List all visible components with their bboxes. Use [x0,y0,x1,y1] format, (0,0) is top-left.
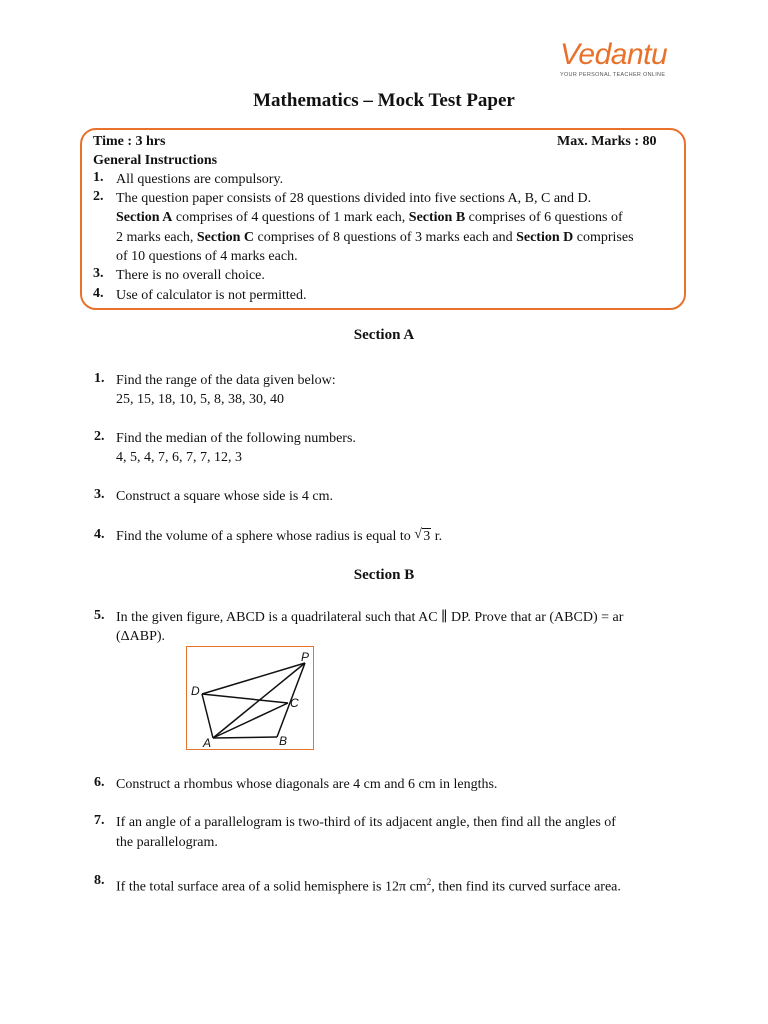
section-b-desc: comprises of 6 questions of [465,210,623,225]
instruction-item-line [116,228,634,247]
line-dc [202,694,288,703]
logo-tagline: YOUR PERSONAL TEACHER ONLINE [560,72,666,78]
label-a: A [203,736,212,749]
line-dp [202,663,305,694]
section-a-desc: comprises of 4 questions of 1 mark each, [172,210,409,225]
question-text: Construct a square whose side is 4 cm. [116,489,333,504]
question-text-after: , then find its curved surface area. [431,879,621,895]
section-d-ref: Section D [516,230,574,245]
section-c-ref: Section C [196,230,255,245]
section-d-desc: comprises [573,230,634,245]
instructions-heading: General Instructions [93,153,218,168]
logo-wordmark: Vedantu [560,38,668,71]
section-c-desc: comprises of 8 questions of 3 marks each and [254,230,517,245]
square-root: √ 3 [414,527,431,544]
quadrilateral-figure [186,646,314,750]
question-text-cont: the parallelogram. [116,835,218,850]
vedantu-logo [560,40,680,80]
section-a-ref: Section A [116,210,173,225]
question-number: 4. [94,527,105,542]
line-da [202,694,213,738]
question-data: 4, 5, 4, 7, 6, 7, 7, 12, 3 [116,450,242,465]
label-b: B [279,734,288,748]
question-number: 2. [94,429,105,444]
instruction-item: There is no overall choice. [116,268,265,283]
instruction-item: Use of calculator is not permitted. [116,288,307,303]
instruction-number: 1. [93,170,104,185]
section-a-heading: Section A [353,327,415,343]
line3-start: 2 marks each, [116,230,197,245]
question-number: 3. [94,487,105,502]
instruction-item: All questions are compulsory. [116,172,284,187]
question-number: 6. [94,775,105,790]
question-text: If an angle of a parallelogram is two-third of its adjacent angle, then find all the angles of [116,815,616,830]
page-title: Mathematics – Mock Test Paper [253,90,515,111]
label-d: D [191,684,200,698]
question-text: Find the range of the data given below: [116,373,336,388]
radicand: 3 [423,529,431,544]
label-p: P [301,650,310,664]
max-marks-label: Max. Marks : 80 [557,134,657,149]
instruction-number: 3. [93,266,104,281]
instruction-item: The question paper consists of 28 questions divided into five sections A, B, C and D. [116,191,592,206]
section-b-ref: Section B [408,210,466,225]
question-text-before: If the total surface area of a solid hemisphere is 12π cm [116,879,427,895]
instruction-number: 4. [93,286,104,301]
question-number: 1. [94,371,105,386]
time-label: Time : 3 hrs [93,134,166,149]
question-text-before: Find the volume of a sphere whose radius is equal to [116,529,415,544]
instruction-item-line [116,208,623,227]
question-text: Construct a rhombus whose diagonals are 4 cm and 6 cm in lengths. [116,777,498,792]
question-text [116,527,676,547]
question-text [116,873,676,897]
instruction-item-line: of 10 questions of 4 marks each. [116,249,298,264]
question-data: 25, 15, 18, 10, 5, 8, 38, 30, 40 [116,392,284,407]
question-text-cont: (ΔABP). [116,629,166,644]
label-c: C [290,696,299,710]
question-number: 7. [94,813,105,828]
quadrilateral-diagram [187,647,313,749]
question-text: Find the median of the following numbers. [116,431,356,446]
superscript: 2 [426,877,432,887]
question-text: In the given figure, ABCD is a quadrilateral such that AC ∥ DP. Prove that ar (ABCD) = ar [116,610,624,625]
question-text-after: r. [431,529,443,544]
line-ab [213,737,277,738]
instruction-number: 2. [93,189,104,204]
question-number: 5. [94,608,105,623]
section-b-heading: Section B [353,567,415,583]
question-number: 8. [94,873,105,888]
